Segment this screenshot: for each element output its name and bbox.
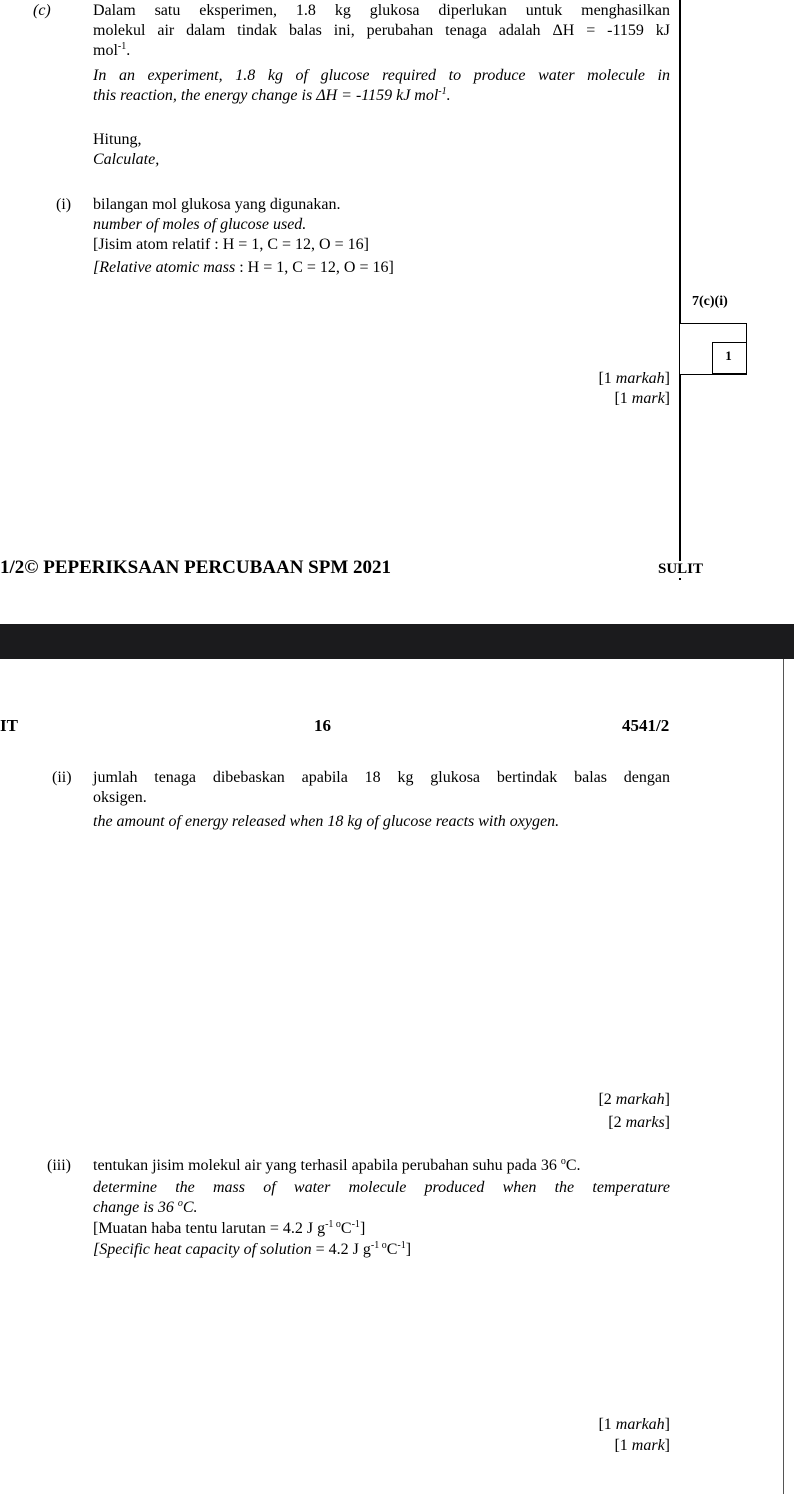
part-iii-malay: tentukan jisim molekul air yang terhasil apabila perubahan suhu pada 36 $^o$C. [93,1156,581,1174]
part-ii-mark-malay: [2 markah] [598,1091,670,1108]
shc-malay: [Muatan haba tentu larutan = 4.2 J $g^{-1 o}C^{-1}$] [93,1219,366,1237]
part-c-malay-line3: mol$^{-1}$. [93,41,131,59]
part-c-malay-line2: molekul air dalam tindak balas ini, perubahan tenaga adalah ΔH = -1159 kJ [93,22,670,39]
page-2 [0,659,794,1494]
part-ii-malay-line2: oksigen. [93,789,147,806]
paper-code: 4541/2 [622,716,670,735]
part-ii-english: the amount of energy released when 18 kg of glucose reacts with oxygen. [93,813,560,830]
part-iii-english-line1: determine the mass of water molecule produced when the temperature [93,1179,670,1196]
part-ii-mark-english: [2 marks] [608,1114,670,1131]
part-ii-label: (ii) [52,769,72,786]
part-c-label: (c) [33,2,51,19]
part-c-english-line1: In an experiment, 1.8 kg of glucose required to produce water molecule in [93,67,670,84]
page-separator [0,624,794,659]
part-i-english: number of moles of glucose used. [93,216,307,233]
shc-english: [Specific heat capacity of solution = 4.2 J $g^{-1 o}C^{-1}$] [93,1240,412,1258]
part-c-malay-line1: Dalam satu eksperimen, 1.8 kg glukosa diperlukan untuk menghasilkan [93,2,670,19]
part-iii-label: (iii) [47,1157,71,1174]
part-i-malay: bilangan mol glukosa yang digunakan. [93,196,341,213]
score-box-value: 1 [725,348,732,363]
hitung-text: Hitung, [93,131,142,148]
margin-line [679,0,681,580]
part-iii-mark-malay: [1 markah] [598,1416,670,1433]
page-footer-right: SULIT [658,561,704,577]
page-1 [0,0,794,624]
part-i-label: (i) [56,196,72,213]
calculate-text: Calculate, [93,151,160,168]
ram-malay: [Jisim atom relatif : H = 1, C = 12, O = 16] [93,236,369,253]
page-number: 16 [314,716,331,735]
part-ii-malay-line1: jumlah tenaga dibebaskan apabila 18 kg glukosa bertindak balas dengan [93,769,670,786]
margin-line [783,659,784,1494]
ram-english: [Relative atomic mass : H = 1, C = 12, O = 16] [93,259,394,276]
part-iii-english-line2: change is 36 $^o$C. [93,1198,198,1216]
page-footer-left: 1/2© PEPERIKSAAN PERCUBAAN SPM 2021 [0,557,392,578]
part-i-mark-english: [1 mark] [614,390,670,407]
part-c-english-line2: this reaction, the energy change is ΔH = -1159 kJ mol$^{-1}$. [93,86,451,104]
question-ref-label: 7(c)(i) [692,294,728,309]
part-iii-mark-english: [1 mark] [614,1437,670,1454]
part-i-mark-malay: [1 markah] [598,370,670,387]
header-left: IT [0,716,18,735]
